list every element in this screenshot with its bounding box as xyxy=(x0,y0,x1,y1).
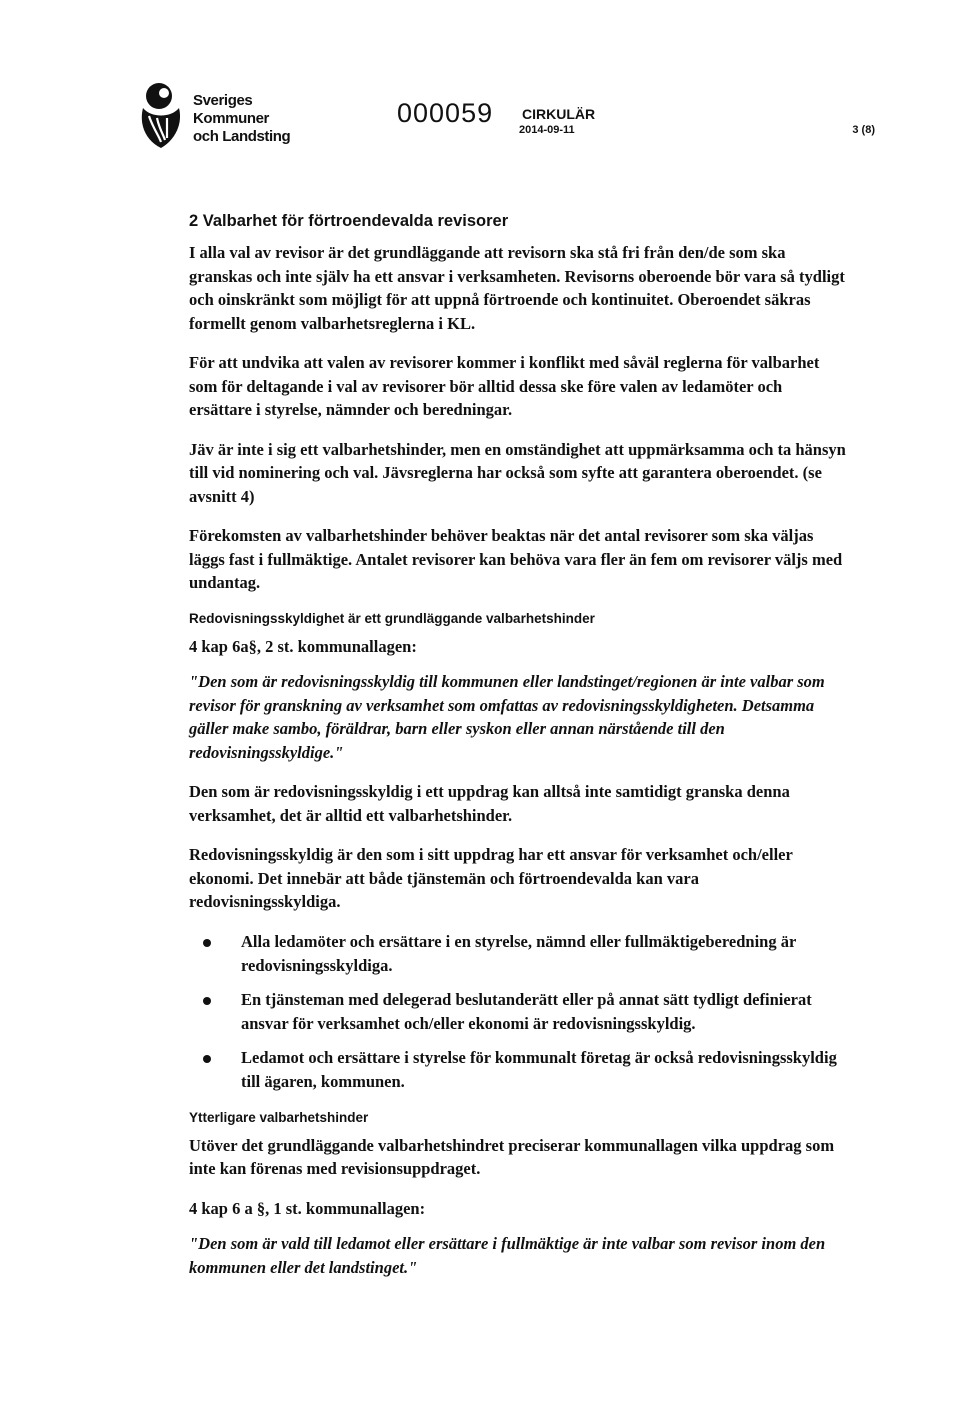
list-item xyxy=(189,988,849,1036)
organization-name xyxy=(193,92,290,146)
document-date: 2014-09-11 xyxy=(519,124,575,136)
section-title: 2 Valbarhet för förtroendevalda revisorer xyxy=(189,212,509,230)
skl-logo-icon xyxy=(135,78,187,150)
bullet-list xyxy=(189,930,849,1094)
list-item xyxy=(189,1046,849,1094)
list-item-text: Ledamot och ersättare i styrelse för kommunalt företag är också redovisningsskyldig till ägaren, kommunen. xyxy=(241,1047,837,1091)
subheading-ytterligare: Ytterligare valbarhetshinder xyxy=(189,1109,369,1125)
paragraph: Redovisningsskyldig är den som i sitt uppdrag har ett ansvar för verksamhet och/eller ekonomi. Det innebär att både tjänstemän och förtroendevalda kan vara redovisningsskyldiga. xyxy=(189,845,793,911)
document-body xyxy=(189,212,849,1295)
document-type: CIRKULÄR xyxy=(522,106,596,122)
paragraph: Förekomsten av valbarhetshinder behöver beaktas när det antal revisorer som ska väljas läggs fast i fullmäktige. Antalet revisorer kan behöva vara fler än fem om revisorer väljs med undantag. xyxy=(189,526,843,592)
org-name-line: Kommuner xyxy=(193,110,269,127)
bullet-icon xyxy=(203,939,211,947)
law-quote: "Den som är vald till ledamot eller ersättare i fullmäktige är inte valbar som revisor inom den kommunen eller det landstinget." xyxy=(189,1234,826,1277)
law-reference: 4 kap 6 a §, 1 st. kommunallagen: xyxy=(189,1198,426,1218)
page-number: 3 (8) xyxy=(852,124,875,136)
document-number: 000059 xyxy=(397,98,494,128)
law-reference: 4 kap 6a§, 2 st. kommunallagen: xyxy=(189,636,417,656)
bullet-icon xyxy=(203,1055,211,1063)
paragraph: Den som är redovisningsskyldig i ett uppdrag kan alltså inte samtidigt granska denna verksamhet, det är alltid ett valbarhetshinder. xyxy=(189,782,790,825)
list-item xyxy=(189,930,849,978)
paragraph: Utöver det grundläggande valbarhetshindret preciserar kommunallagen vilka uppdrag som inte kan förenas med revisionsuppdraget. xyxy=(189,1135,835,1178)
subheading-redovisningsskyldighet: Redovisningsskyldighet är ett grundläggande valbarhetshinder xyxy=(189,610,595,626)
law-quote: "Den som är redovisningsskyldig till kommunen eller landstinget/regionen är inte valbar som revisor för granskning av verksamhet som omfattas av redovisningsskyldigheten. Detsamma gäller make sambo, föräldrar, barn eller syskon eller annan närstående till den redovisningsskyldige." xyxy=(189,672,825,762)
paragraph: För att undvika att valen av revisorer kommer i konflikt med såväl reglerna för valbarhet som för deltagande i val av revisorer bör alltid dessa ske före valen av ledamöter och ersättare i styrelse, nämnder och beredningar. xyxy=(189,353,820,419)
bullet-icon xyxy=(203,997,211,1005)
list-item-text: En tjänsteman med delegerad beslutanderätt eller på annat sätt tydligt definierat ansvar för verksamhet och/eller ekonomi är redovisningsskyldig. xyxy=(241,989,812,1033)
list-item-text: Alla ledamöter och ersättare i en styrelse, nämnd eller fullmäktigeberedning är redovisningsskyldiga. xyxy=(241,931,796,975)
paragraph: I alla val av revisor är det grundläggande att revisorn ska stå fri från den/de som ska granskas och inte själv ha ett ansvar i verksamheten. Revisorns oberoende bör vara så tydligt och oinskränkt som möjligt för att uppnå förtroende och kontinuitet. Oberoendet säkras formellt genom valbarhetsreglerna i KL. xyxy=(189,243,845,333)
org-name-line: och Landsting xyxy=(193,128,291,145)
page-header xyxy=(135,78,875,168)
paragraph: Jäv är inte i sig ett valbarhetshinder, men en omständighet att uppmärksamma och ta hänsyn till vid nominering och val. Jävsreglerna har också som syfte att garantera oberoendet. (se avsnitt 4) xyxy=(189,439,846,506)
org-name-line: Sveriges xyxy=(193,92,253,109)
